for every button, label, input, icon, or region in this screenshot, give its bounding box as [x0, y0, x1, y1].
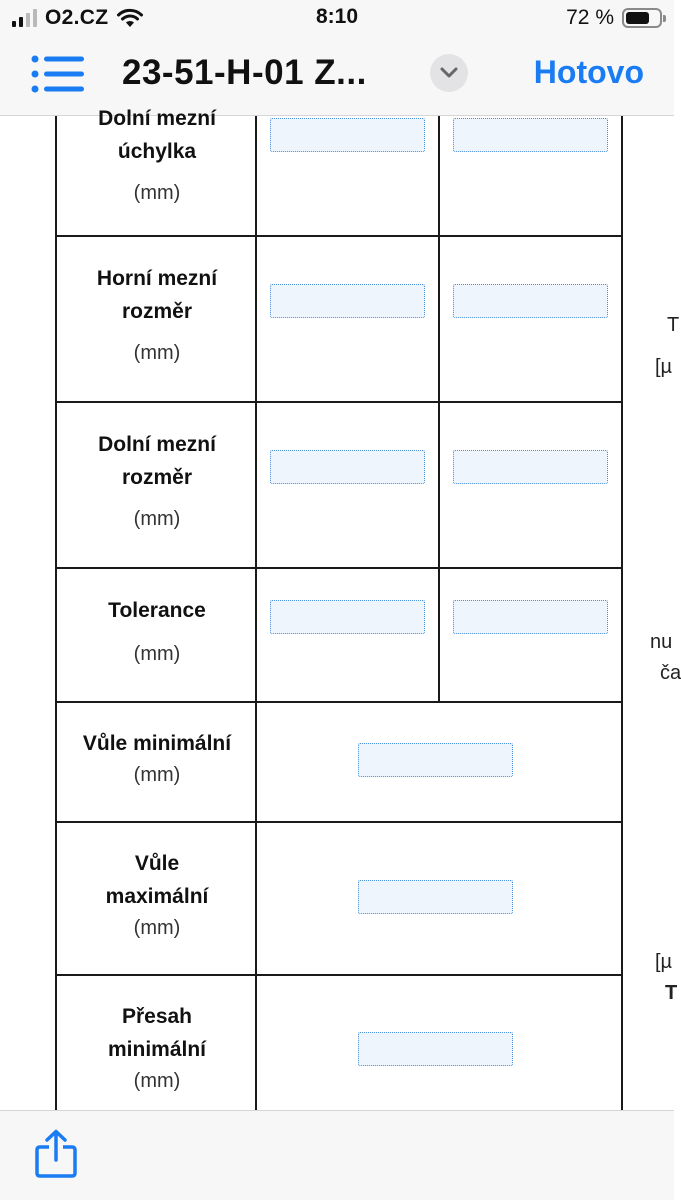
table-rule [55, 401, 623, 403]
table-divider [438, 116, 440, 702]
table-row-label: Dolní mezní rozměr (mm) [98, 433, 216, 530]
share-icon[interactable] [34, 1129, 78, 1179]
side-text-fragment: [µ [655, 356, 673, 378]
side-text-fragment: ča [660, 662, 681, 684]
list-icon[interactable] [30, 54, 86, 94]
input-field[interactable] [270, 450, 425, 484]
input-field[interactable] [270, 600, 425, 634]
status-bar [0, 0, 674, 36]
document-title: 23-51-H-01 Z... [122, 53, 367, 92]
side-text-fragment: nu [650, 631, 673, 653]
bottom-toolbar [0, 1110, 674, 1200]
side-text-fragment: T [665, 982, 678, 1004]
battery-percent: 72 % [566, 6, 614, 29]
battery-icon [622, 8, 662, 28]
chevron-down-icon [440, 67, 458, 79]
table-row-label: Vůle maximální (mm) [105, 852, 209, 939]
document-content [0, 107, 681, 1110]
input-field[interactable] [453, 600, 608, 634]
table-row-label: Přesah minimální (mm) [107, 1005, 207, 1092]
table-row-label: Dolní mezní úchylka (mm) [98, 107, 216, 204]
input-field[interactable] [358, 1032, 513, 1066]
side-text-fragment: T [667, 314, 680, 336]
input-field[interactable] [453, 284, 608, 318]
table-row-label: Horní mezní rozměr (mm) [96, 267, 218, 364]
table-rule [55, 701, 623, 703]
input-field[interactable] [270, 284, 425, 318]
table-border-left [55, 116, 57, 1116]
input-field[interactable] [358, 880, 513, 914]
title-menu-button[interactable] [430, 54, 468, 92]
input-field[interactable] [453, 450, 608, 484]
table-rule [55, 235, 623, 237]
input-field[interactable] [358, 743, 513, 777]
done-button[interactable]: Hotovo [533, 54, 644, 90]
table-border-right [621, 116, 623, 1116]
table-row-label: Tolerance (mm) [108, 599, 206, 665]
clock: 8:10 [315, 5, 359, 28]
input-field[interactable] [270, 118, 425, 152]
table-rule [55, 974, 623, 976]
side-text-fragment: [µ [655, 951, 673, 973]
input-field[interactable] [453, 118, 608, 152]
carrier-name: O2.CZ [45, 6, 109, 29]
table-rule [55, 567, 623, 569]
table-rule [55, 821, 623, 823]
table-row-label: Vůle minimální (mm) [82, 732, 232, 786]
